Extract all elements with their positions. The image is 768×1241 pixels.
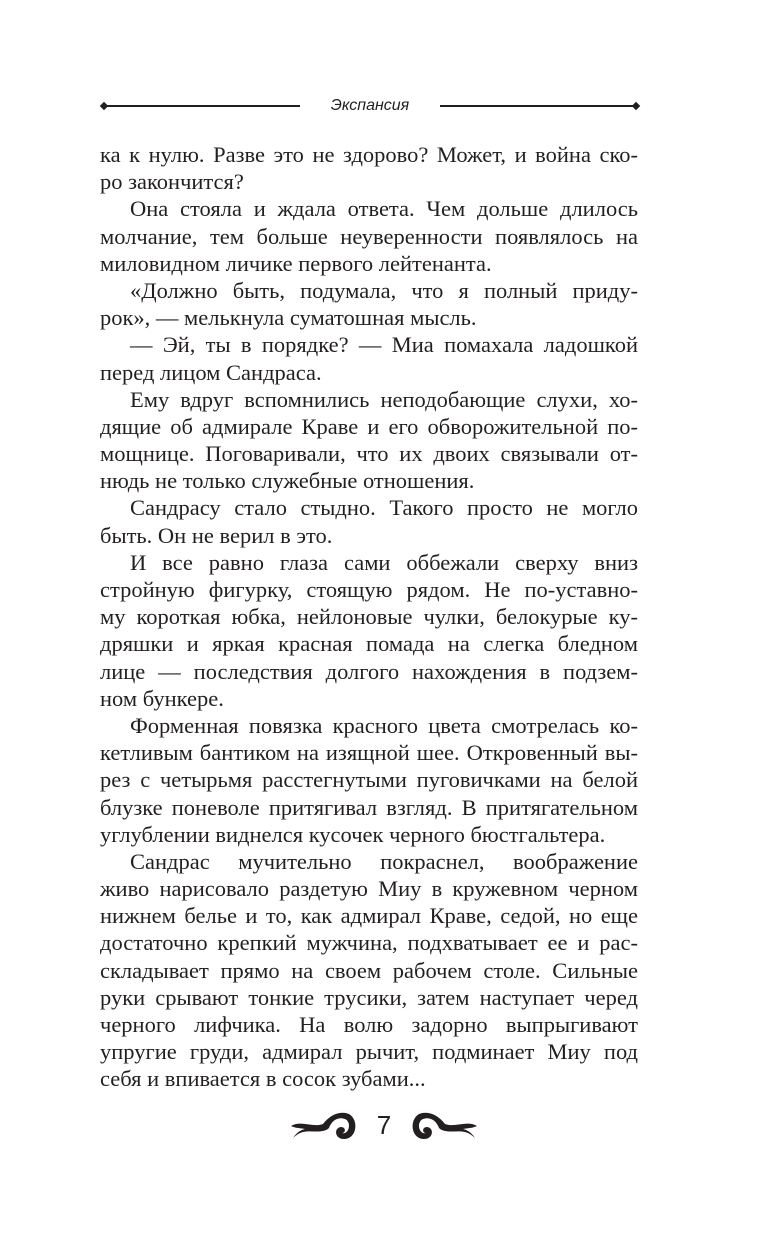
text-line: И все равно глаза сами оббежали сверху вниз	[130, 549, 638, 575]
page-folio	[0, 1108, 768, 1142]
text-line: ро закончится?	[100, 169, 244, 195]
text-line: ном бункере.	[100, 685, 224, 711]
text-line: Она стояла и ждала ответа. Чем дольше длилось	[130, 196, 638, 222]
paragraph	[100, 712, 638, 848]
text-line: руки срывают тонкие трусики, затем наступает черед	[100, 984, 638, 1010]
paragraph	[100, 331, 638, 385]
text-line: ка к нулю. Разве это не здорово? Может, и война ско-	[100, 142, 638, 167]
text-line: лице — последствия долгого нахождения в подзем-	[100, 658, 638, 684]
paragraph	[100, 277, 638, 331]
text-line: «Должно быть, подумала, что я полный приду-	[130, 277, 638, 303]
paragraph	[100, 494, 638, 548]
ornament-left-icon	[289, 1108, 359, 1142]
text-line: му короткая юбка, нейлоновые чулки, белокурые ку-	[100, 604, 638, 630]
text-line: себя и впивается в сосок зубами...	[100, 1066, 426, 1092]
running-title-text: Экспансия	[325, 97, 415, 114]
text-line: черного лифчика. На волю задорно выпрыгивают	[100, 1012, 638, 1037]
text-line: — Эй, ты в порядке? — Миа помахала ладошкой	[130, 332, 638, 358]
text-line: дряшки и яркая красная помада на слегка бледном	[100, 631, 638, 657]
text-line: Сандрас мучительно покраснел, воображение	[130, 848, 638, 874]
running-header	[100, 94, 640, 118]
paragraph	[100, 549, 638, 712]
text-line: рез с четырьмя расстегнутыми пуговичками на белой	[100, 767, 638, 793]
text-line: Форменная повязка красного цвета смотрелась ко-	[130, 712, 638, 738]
text-line: складывает прямо на своем рабочем столе. Сильные	[100, 957, 638, 983]
text-line: мощнице. Поговаривали, что их двоих связывали от-	[100, 441, 638, 467]
text-line: нюдь не только служебные отношения.	[100, 468, 475, 494]
text-line: рок», — мелькнула суматошная мысль.	[100, 305, 477, 331]
text-line: Сандрасу стало стыдно. Такого просто не могло	[130, 495, 638, 521]
text-line: достаточно крепкий мужчина, подхватывает ее и рас-	[100, 930, 638, 956]
text-line: живо нарисовало раздетую Миу в кружевном черном	[100, 876, 638, 902]
text-line: нижнем белье и то, как адмирал Краве, седой, но еще	[100, 903, 638, 929]
text-line: молчание, тем больше неуверенности появлялось на	[100, 223, 638, 249]
running-title	[100, 94, 640, 118]
text-line: перед лицом Сандраса.	[100, 359, 322, 385]
text-line: быть. Он не верил в это.	[100, 522, 333, 548]
text-line: Ему вдруг вспомнились неподобающие слухи, хо-	[130, 386, 638, 412]
text-line: дящие об адмирале Краве и его обворожительной по-	[100, 413, 638, 439]
text-line: кетливым бантиком на изящной шее. Откровенный вы-	[100, 740, 638, 766]
paragraph	[100, 195, 638, 277]
page-number: 7	[376, 1109, 392, 1140]
paragraph	[100, 386, 638, 495]
paragraph	[100, 848, 638, 1093]
page-body-text	[100, 141, 638, 1093]
text-line: блузке поневоле притягивал взгляд. В притягательном	[100, 794, 638, 820]
text-line: миловидном личике первого лейтенанта.	[100, 250, 492, 276]
paragraph	[100, 141, 638, 195]
text-line: углублении виднелся кусочек черного бюстгальтера.	[100, 821, 606, 847]
text-line: стройную фигурку, стоящую рядом. Не по-уставно-	[100, 577, 638, 602]
ornament-right-icon	[409, 1108, 479, 1142]
text-line: упругие груди, адмирал рычит, подминает Миу под	[100, 1039, 638, 1065]
